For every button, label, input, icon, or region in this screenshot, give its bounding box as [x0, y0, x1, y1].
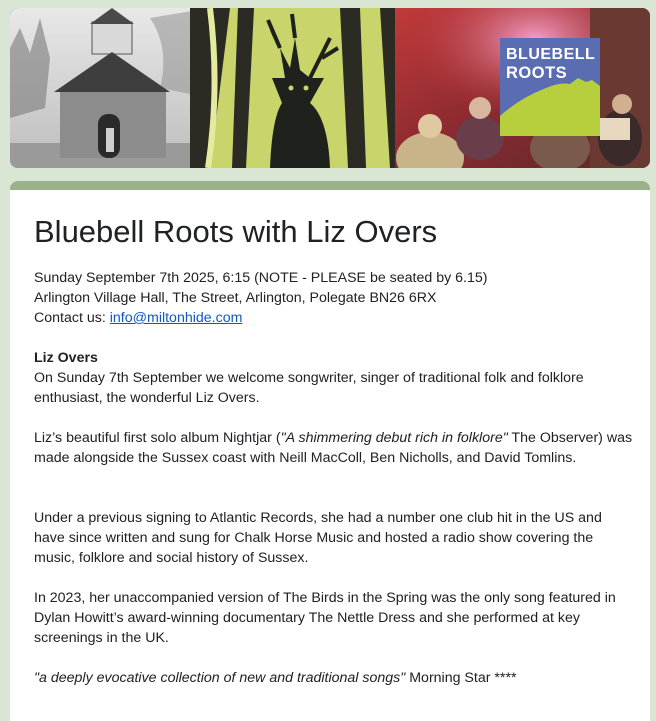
contact-label: Contact us:: [34, 310, 110, 326]
event-contact: [34, 308, 634, 328]
review-paragraph: [34, 668, 634, 688]
album-quote: "A shimmering debut rich in folklore": [280, 430, 508, 446]
artist-intro: [34, 348, 634, 408]
atlantic-text: Under a previous signing to Atlantic Records, she had a number one club hit in the US and have since written and sung for Chalk Horse Music and hosted a radio show covering the music, folklore and social history of Sussex.: [34, 510, 602, 566]
contact-email-link[interactable]: info@miltonhide.com: [109, 310, 243, 326]
logo-text-bluebell: BLUEBELL: [506, 46, 596, 63]
header-banner: [10, 8, 650, 168]
birds-paragraph: [34, 588, 634, 648]
artist-intro-text: On Sunday 7th September we welcome songwriter, singer of traditional folk and folklore enthusiast, the wonderful Liz Overs.: [34, 370, 584, 406]
review-quote: "a deeply evocative collection of new and traditional songs": [34, 670, 406, 686]
album-text-end: The Observer) was made alongside the Sussex coast with Neill MacColl, Ben Nicholls, and David Tomlins.: [34, 430, 633, 466]
page-title: Bluebell Roots with Liz Overs: [34, 214, 438, 249]
atlantic-paragraph: [34, 508, 634, 568]
album-text-start: Liz’s beautiful first solo album Nightjar (: [34, 430, 281, 446]
event-details: [34, 268, 634, 328]
album-paragraph: [34, 428, 634, 468]
review-source: Morning Star ****: [405, 670, 517, 686]
birds-text: In 2023, her unaccompanied version of The Birds in the Spring was the only song featured in Dylan Howitt’s award-winning documentary The Nettle Dress and she performed at key screenings in the UK.: [34, 590, 616, 646]
event-venue: Arlington Village Hall, The Street, Arlington, Polegate BN26 6RX: [34, 290, 437, 306]
event-card: [10, 181, 650, 721]
logo-text-roots: ROOTS: [506, 64, 568, 82]
bluebell-roots-logo: [500, 38, 600, 136]
event-date: Sunday September 7th 2025, 6:15 (NOTE - PLEASE be seated by 6.15): [34, 270, 488, 286]
artist-heading: Liz Overs: [34, 350, 98, 366]
